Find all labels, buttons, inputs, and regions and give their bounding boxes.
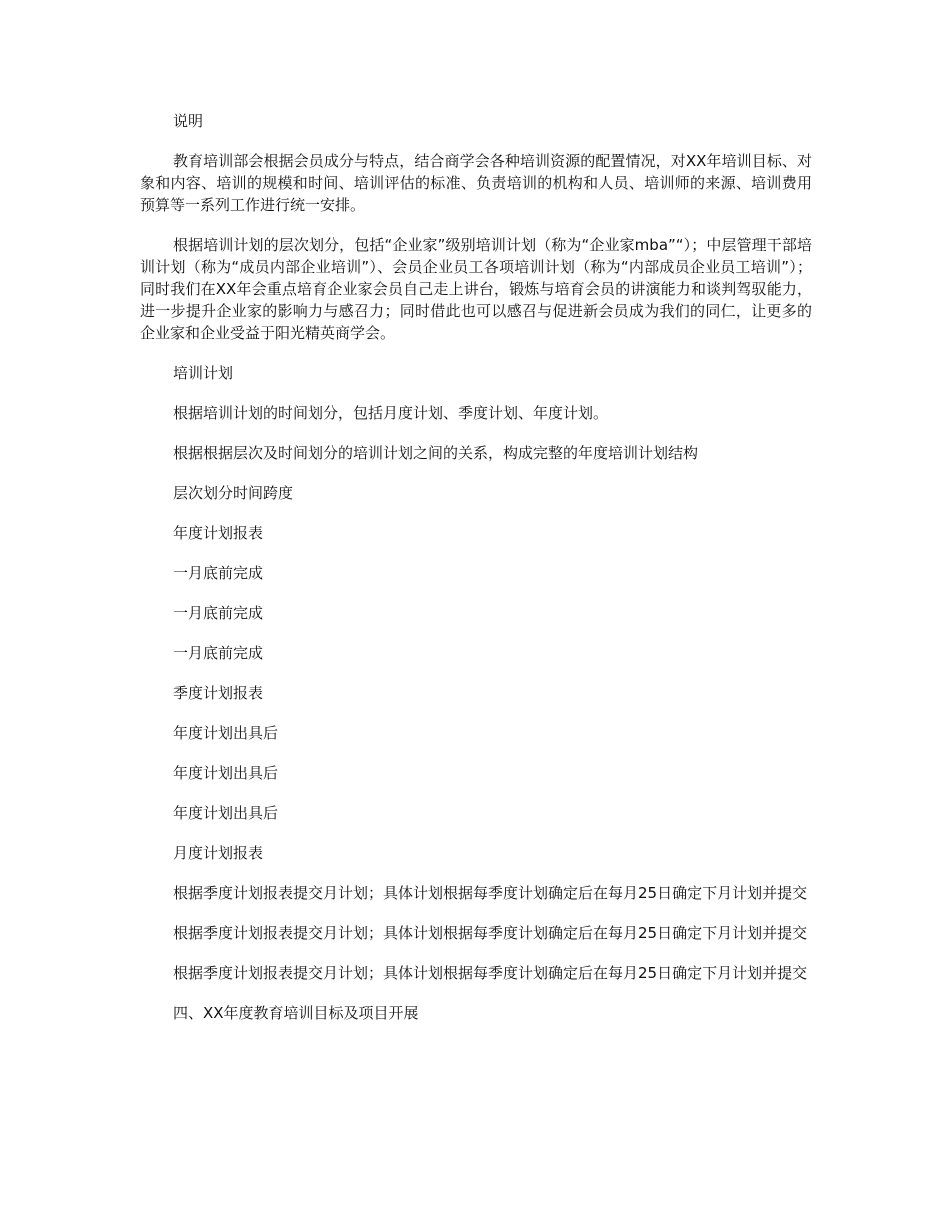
section-four-heading: 四、XX年度教育培训目标及项目开展	[173, 1004, 419, 1022]
paragraph-hierarchy: 根据培训计划的层次划分，包括“企业家”级别培训计划（称为“企业家mba”“）；中层管理干部培训计划（称为“成员内部企业培训”）、会员企业员工各项培训计划（称为“内部成员企业员工培训”）；同时我们在XX年会重点培育企业家会员自己走上讲台，锻炼与培育会员的讲演能力和谈判驾驭能力，进一步提升企业家的影响力与感召力；同时借此也可以感召与促进新会员成为我们的同仁，让更多的企业家和企业受益于阳光精英商学会。	[140, 236, 812, 342]
monthly-rule-3: 根据季度计划报表提交月计划；具体计划根据每季度计划确定后在每月25日确定下月计划并提交	[173, 964, 808, 982]
quarterly-deadline-1: 年度计划出具后	[173, 724, 279, 742]
monthly-plan-label: 月度计划报表	[173, 844, 264, 862]
quarterly-deadline-2: 年度计划出具后	[173, 764, 279, 782]
annual-deadline-1: 一月底前完成	[173, 564, 264, 582]
document-page	[140, 110, 812, 1042]
annual-deadline-3: 一月底前完成	[173, 644, 264, 662]
heading-explanation: 说明	[173, 112, 204, 130]
quarterly-plan-label: 季度计划报表	[173, 684, 264, 702]
monthly-rule-2: 根据季度计划报表提交月计划；具体计划根据每季度计划确定后在每月25日确定下月计划并提交	[173, 924, 808, 942]
paragraph-time-division: 根据培训计划的时间划分，包括月度计划、季度计划、年度计划。	[173, 404, 609, 422]
annual-plan-label: 年度计划报表	[173, 524, 264, 542]
paragraph-overview: 教育培训部会根据会员成分与特点，结合商学会各种培训资源的配置情况，对XX年培训目标、对象和内容、培训的规模和时间、培训评估的标准、负责培训的机构和人员、培训师的来源、培训费用预算等一系列工作进行统一安排。	[140, 152, 812, 214]
table-header-text: 层次划分时间跨度	[173, 484, 294, 502]
monthly-rule-1: 根据季度计划报表提交月计划；具体计划根据每季度计划确定后在每月25日确定下月计划并提交	[173, 884, 808, 902]
quarterly-deadline-3: 年度计划出具后	[173, 804, 279, 822]
annual-deadline-2: 一月底前完成	[173, 604, 264, 622]
paragraph-structure: 根据根据层次及时间划分的培训计划之间的关系，构成完整的年度培训计划结构	[173, 444, 699, 462]
heading-training-plan: 培训计划	[173, 364, 234, 382]
